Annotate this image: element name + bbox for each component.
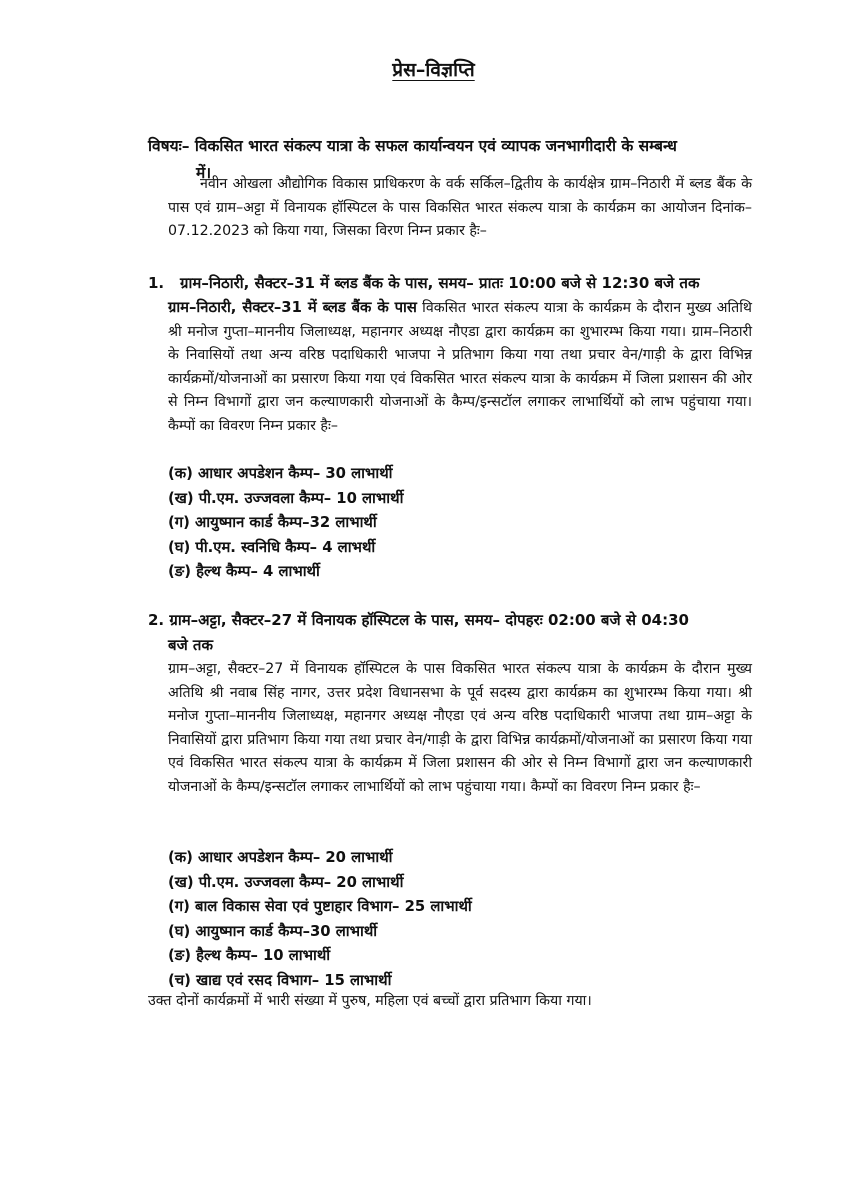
document-title — [0, 56, 867, 82]
list-item: (क) आधार अपडेशन कैम्प– 20 लाभार्थी — [168, 849, 393, 866]
list-item: (च) खाद्य एवं रसद विभाग– 15 लाभार्थी — [168, 971, 392, 989]
section2-camp-list — [168, 846, 472, 994]
section1-body-text: विकसित भारत संकल्प यात्रा के कार्यक्रम के दौरान मुख्य अतिथि श्री मनोज गुप्ता–माननीय जिलाध्यक्ष, महानगर अध्यक्ष नौएडा द्वारा कार्यक्रम का शुभारम्भ किया गया। ग्राम–निठारी के निवासियों तथा अन्य वरिष्ठ पदाधिकारी भाजपा ने प्रतिभाग किया गया तथा प्रचार वेन/गाड़ी के द्वारा विभिन्न कार्यक्रमों/योजनाओं का प्रसारण किया गया एवं विकसित भारत संकल्प यात्रा के कार्यक्रम में जिला प्रशासन की ओर से निम्न विभागों द्वारा जन कल्याणकारी योजनाओं के कैम्प/इन्सटॉल लगाकर लाभार्थियों को लाभ पहुंचाया गया। कैम्पों का विवरण निम्न प्रकार हैः– — [168, 300, 752, 434]
list-item: (ख) पी.एम. उज्जवला कैम्प– 20 लाभार्थी — [168, 873, 404, 891]
section2-heading — [148, 608, 760, 657]
section1-body-bold-lead: ग्राम–निठारी, सैक्टर–31 में ब्लड बैंक के पास — [168, 299, 417, 316]
subject-label: विषयः– — [148, 137, 190, 155]
list-item: (ख) पी.एम. उज्जवला कैम्प– 10 लाभार्थी — [168, 489, 404, 507]
list-item: (घ) पी.एम. स्वनिधि कैम्प– 4 लाभर्थी — [168, 538, 376, 556]
subject-text-line2: में। — [196, 164, 212, 182]
section1-heading-text: ग्राम–निठारी, सैक्टर–31 में ब्लड बैंक के पास, समय– प्रातः 10:00 बजे से 12:30 बजे तक — [180, 274, 700, 292]
section1-heading — [148, 271, 768, 296]
section2-heading-line2: बजे तक — [168, 635, 213, 654]
section1-camp-list — [168, 462, 403, 585]
list-item: (ङ) हैल्थ कैम्प– 10 लाभार्थी — [168, 947, 331, 965]
list-item: (ङ) हैल्थ कैम्प– 4 लाभार्थी — [168, 563, 320, 581]
list-item: (क) आधार अपडेशन कैम्प– 30 लाभार्थी — [168, 465, 393, 482]
section2-body: ग्राम–अट्टा, सैक्टर–27 में विनायक हॉस्पिटल के पास विकसित भारत संकल्प यात्रा के कार्यक्रम के दौरान मुख्य अतिथि श्री नवाब सिंह नागर, उत्तर प्रदेश विधानसभा के पूर्व सदस्य द्वारा कार्यक्रम का शुभारम्भ किया गया। श्री मनोज गुप्ता–माननीय जिलाध्यक्ष, महानगर अध्यक्ष नौएडा एवं अन्य वरिष्ठ पदाधिकारी भाजपा तथा ग्राम–अट्टा के निवासियों द्वारा प्रतिभाग किया गया तथा प्रचार वेन/गाड़ी के द्वारा विभिन्न कार्यक्रमों/योजनाओं का प्रसारण किया गया एवं विकसित भारत संकल्प यात्रा के कार्यक्रम में जिला प्रशासन की ओर से निम्न विभागों द्वारा जन कल्याणकारी योजनाओं के कैम्प/इन्सटॉल लगाकर लाभार्थियों को लाभ पहुंचाया गया। कैम्पों का विवरण निम्न प्रकार हैः– — [168, 661, 752, 795]
section2-heading-line1: 2. ग्राम–अट्टा, सैक्टर–27 में विनायक हॉस्पिटल के पास, समय– दोपहरः 02:00 बजे से 04:30 — [148, 611, 689, 629]
intro-paragraph: नवीन ओखला औद्योगिक विकास प्राधिकरण के वर्क सर्किल–द्वितीय के कार्यक्षेत्र ग्राम–निठारी में ब्लड बैंक के पास एवं ग्राम–अट्टा में विनायक हॉस्पिटल के पास विकसित भारत संकल्प यात्रा के कार्यक्रम का आयोजन दिनांक–07.12.2023 को किया गया, जिसका विरण निम्न प्रकार हैः– — [168, 176, 752, 240]
list-item: (घ) आयुष्मान कार्ड कैम्प–30 लाभार्थी — [168, 922, 378, 940]
list-item: (ग) बाल विकास सेवा एवं पुष्टाहार विभाग– 25 लाभार्थी — [168, 898, 472, 916]
section1-number: 1. — [148, 274, 165, 292]
list-item: (ग) आयुष्मान कार्ड कैम्प–32 लाभार्थी — [168, 514, 377, 532]
closing-line: उक्त दोनों कार्यक्रमों में भारी संख्या में पुरुष, महिला एवं बच्चों द्वारा प्रतिभाग किया गया। — [148, 993, 592, 1009]
section1-body — [168, 296, 752, 439]
subject-text-line1: विकसित भारत संकल्प यात्रा के सफल कार्यान्वयन एवं व्यापक जनभागीदारी के सम्बन्ध — [194, 137, 677, 155]
document-title-text: प्रेस–विज्ञप्ति — [392, 59, 475, 81]
